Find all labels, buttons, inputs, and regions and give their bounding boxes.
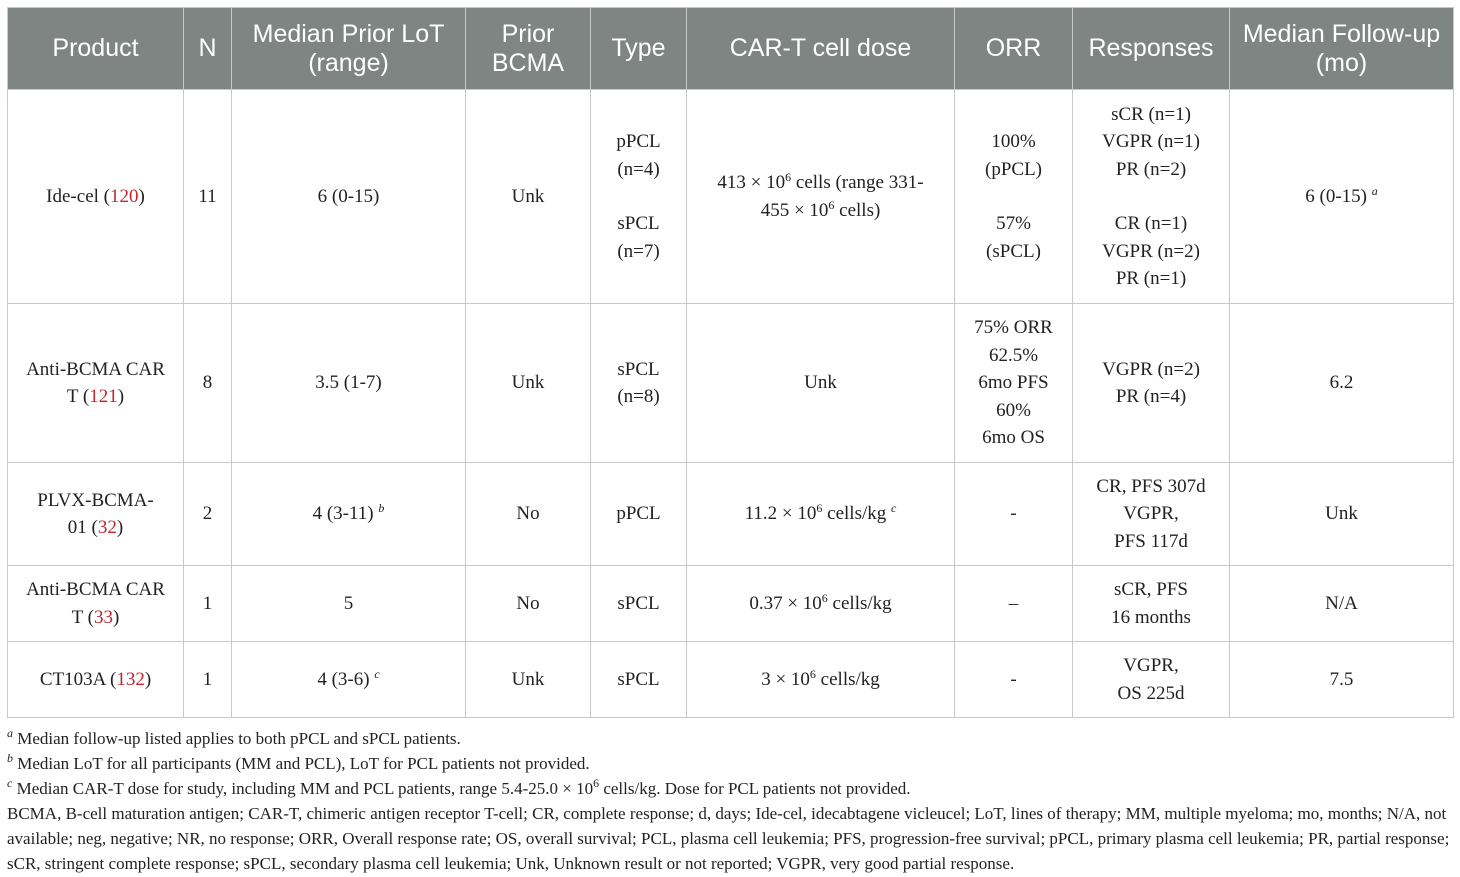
header-dose: CAR-T cell dose (687, 8, 955, 90)
cell-product: CT103A (132) (8, 642, 184, 718)
cell-type: pPCL (591, 463, 687, 566)
cell-product: Ide-cel (120) (8, 90, 184, 304)
cell-lot: 5 (232, 566, 466, 642)
table-row (8, 566, 1454, 642)
cell-follow-up: 7.5 (1230, 642, 1454, 718)
table-footnotes (7, 726, 1453, 876)
header-type: Type (591, 8, 687, 90)
cell-product: Anti-BCMA CAR T (121) (8, 304, 184, 463)
cell-product: PLVX-BCMA- 01 (32) (8, 463, 184, 566)
cell-prior-bcma: No (466, 566, 591, 642)
abbreviations: BCMA, B-cell maturation antigen; CAR-T, chimeric antigen receptor T-cell; CR, complete response; d, days; Ide-cel, idecabtagene vicleucel; LoT, lines of therapy; MM, multiple myeloma; mo, months; N/A, not available; neg, negative; NR, no response; ORR, Overall response rate; OS, overall survival; PCL, plasma cell leukemia; PFS, progression-free survival; pPCL, primary plasma cell leukemia; PR, partial response; sCR, stringent complete response; sPCL, secondary plasma cell leukemia; Unk, Unknown result or not reported; VGPR, very good partial response. (7, 804, 1450, 873)
cell-orr: 75% ORR 62.5% 6mo PFS 60% 6mo OS (955, 304, 1073, 463)
reference-link[interactable]: 33 (94, 606, 113, 628)
cell-orr: - (955, 642, 1073, 718)
reference-link[interactable]: 32 (97, 517, 117, 538)
reference-link[interactable]: 120 (109, 185, 139, 207)
cell-follow-up: Unk (1230, 463, 1454, 566)
table-wrapper (7, 7, 1453, 876)
cell-prior-bcma: Unk (466, 90, 591, 304)
header-follow-up: Median Follow-up (mo) (1230, 8, 1454, 90)
cell-prior-bcma: No (466, 463, 591, 566)
header-row (8, 8, 1454, 90)
cell-n: 1 (184, 566, 232, 642)
cell-responses: VGPR, OS 225d (1073, 642, 1230, 718)
cell-dose: $3 \times 10^6$ cells/kg (687, 642, 955, 718)
cell-dose: $413 \times 10^6$ cells (range 331- $455 \times 10^6$ cells) (687, 90, 955, 304)
header-median-prior-lot: Median Prior LoT (range) (232, 8, 466, 90)
cell-orr: – (955, 566, 1073, 642)
cell-type: pPCL (n=4) sPCL (n=7) (591, 90, 687, 304)
cell-dose: $0.37 \times 10^6$ cells/kg (687, 566, 955, 642)
car-t-results-table (7, 7, 1454, 718)
cell-product: Anti-BCMA CAR T (33) (8, 566, 184, 642)
cell-responses: sCR, PFS 16 months (1073, 566, 1230, 642)
header-responses: Responses (1073, 8, 1230, 90)
cell-lot: 6 (0-15) (232, 90, 466, 304)
cell-follow-up: 6 (0-15) $^a$ (1230, 90, 1454, 304)
table-row (8, 463, 1454, 566)
table-row (8, 90, 1454, 304)
cell-lot: 3.5 (1-7) (232, 304, 466, 463)
reference-link[interactable]: 121 (89, 386, 118, 407)
cell-lot: 4 (3-6) $^c$ (232, 642, 466, 718)
cell-prior-bcma: Unk (466, 642, 591, 718)
cell-follow-up: N/A (1230, 566, 1454, 642)
cell-prior-bcma: Unk (466, 304, 591, 463)
header-orr: ORR (955, 8, 1073, 90)
cell-lot: 4 (3-11) $^b$ (232, 463, 466, 566)
cell-dose: $11.2 \times 10^6$ cells/kg $^c$ (687, 463, 955, 566)
cell-n: 8 (184, 304, 232, 463)
cell-orr: - (955, 463, 1073, 566)
cell-n: 2 (184, 463, 232, 566)
cell-type: sPCL (n=8) (591, 304, 687, 463)
table-row (8, 642, 1454, 718)
cell-orr: 100% (pPCL) 57% (sPCL) (955, 90, 1073, 304)
header-product: Product (8, 8, 184, 90)
cell-n: 1 (184, 642, 232, 718)
cell-n: 11 (184, 90, 232, 304)
cell-responses: sCR (n=1) VGPR (n=1) PR (n=2) CR (n=1) VGPR (n=2) PR (n=1) (1073, 90, 1230, 304)
footnote-a: $^a$ Median follow-up listed applies to both pPCL and sPCL patients. (7, 726, 461, 748)
cell-type: sPCL (591, 642, 687, 718)
cell-responses: VGPR (n=2) PR (n=4) (1073, 304, 1230, 463)
table-row (8, 304, 1454, 463)
cell-dose: Unk (687, 304, 955, 463)
cell-follow-up: 6.2 (1230, 304, 1454, 463)
footnote-c: $^c$ Median CAR-T dose for study, including MM and PCL patients, range $5.4-25.0 \times 10^6$ cells/kg. Dose for PCL patients not provided. (7, 776, 911, 798)
header-prior-bcma: Prior BCMA (466, 8, 591, 90)
cell-responses: CR, PFS 307d VGPR, PFS 117d (1073, 463, 1230, 566)
cell-type: sPCL (591, 566, 687, 642)
header-n: N (184, 8, 232, 90)
footnote-b: $^b$ Median LoT for all participants (MM and PCL), LoT for PCL patients not provided. (7, 751, 590, 773)
reference-link[interactable]: 132 (116, 668, 145, 690)
